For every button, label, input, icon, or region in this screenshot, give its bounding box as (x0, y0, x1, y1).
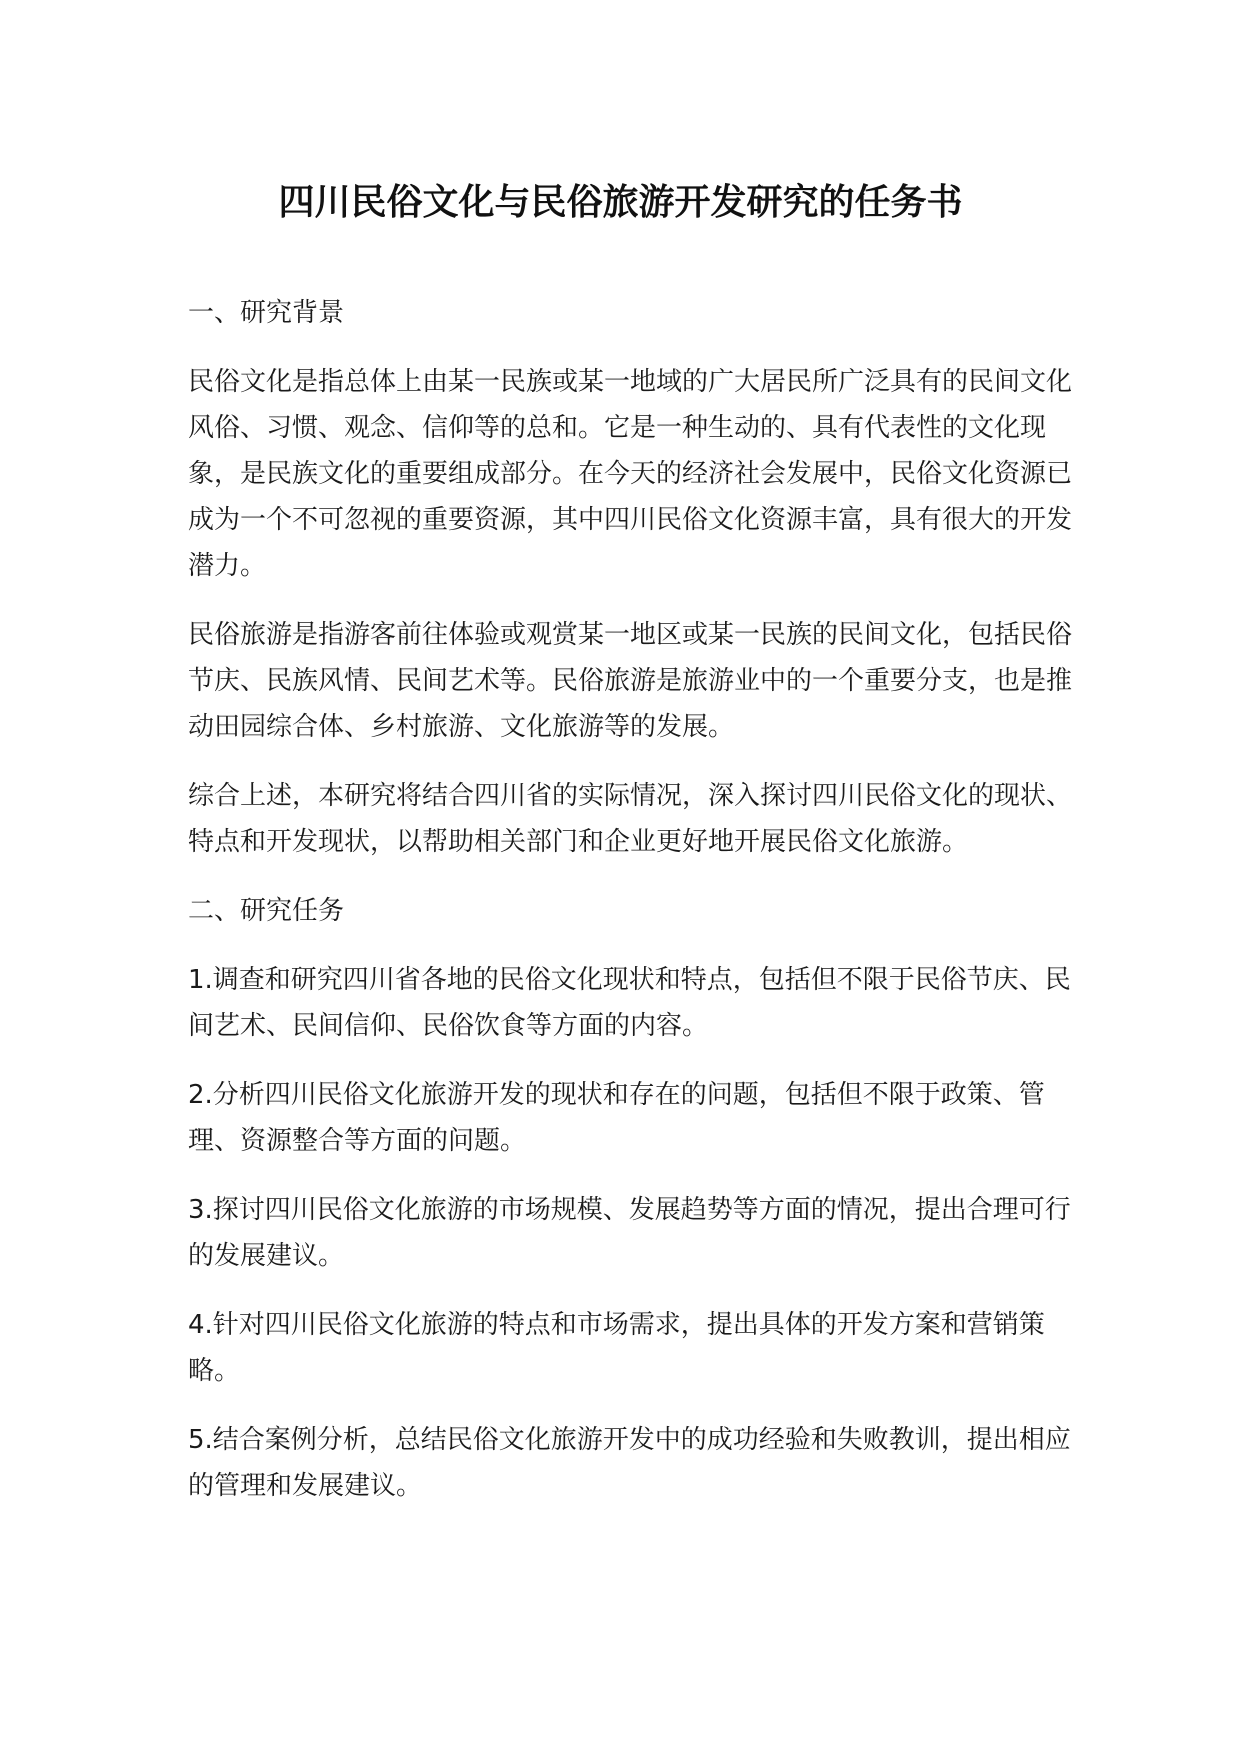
paragraph: 综合上述，本研究将结合四川省的实际情况，深入探讨四川民俗文化的现状、特点和开发现状，以帮助相关部门和企业更好地开展民俗文化旅游。 (188, 781, 1073, 857)
section-heading-background: 一、研究背景 (188, 298, 345, 328)
task-item: 4.针对四川民俗文化旅游的特点和市场需求，提出具体的开发方案和营销策略。 (188, 1310, 1045, 1386)
task-item: 1.调查和研究四川省各地的民俗文化现状和特点，包括但不限于民俗节庆、民间艺术、民间信仰、民俗饮食等方面的内容。 (188, 965, 1071, 1041)
task-item: 3.探讨四川民俗文化旅游的市场规模、发展趋势等方面的情况，提出合理可行的发展建议。 (188, 1195, 1071, 1271)
document-body (188, 290, 1088, 1532)
task-item: 2.分析四川民俗文化旅游开发的现状和存在的问题，包括但不限于政策、管理、资源整合等方面的问题。 (188, 1080, 1045, 1156)
document-title: 四川民俗文化与民俗旅游开发研究的任务书 (278, 182, 963, 223)
task-item: 5.结合案例分析，总结民俗文化旅游开发中的成功经验和失败教训，提出相应的管理和发展建议。 (188, 1425, 1071, 1501)
section-heading-tasks: 二、研究任务 (188, 896, 345, 926)
paragraph: 民俗文化是指总体上由某一民族或某一地域的广大居民所广泛具有的民间文化风俗、习惯、观念、信仰等的总和。它是一种生动的、具有代表性的文化现象，是民族文化的重要组成部分。在今天的经济社会发展中，民俗文化资源已成为一个不可忽视的重要资源，其中四川民俗文化资源丰富，具有很大的开发潜力。 (188, 367, 1073, 581)
paragraph: 民俗旅游是指游客前往体验或观赏某一地区或某一民族的民间文化，包括民俗节庆、民族风情、民间艺术等。民俗旅游是旅游业中的一个重要分支，也是推动田园综合体、乡村旅游、文化旅游等的发展。 (188, 620, 1073, 742)
